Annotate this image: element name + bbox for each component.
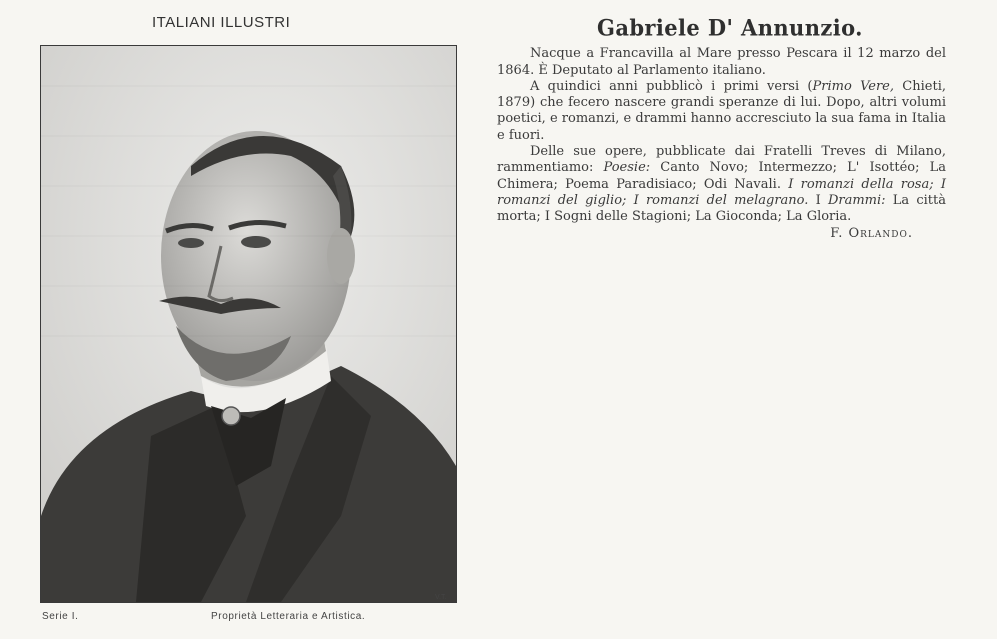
biography-paragraph-1: Nacque a Francavilla al Mare presso Pescara il 12 marzo del 1864. È Deputato al Parlamento italiano. [497, 46, 946, 78]
p2-text-2: Chieti, 1879) che fecero nascere grandi speranze di lui. Dopo, altri volumi poetici, e romanzi, e drammi hanno accresciuto la sua fama in Italia e fuori. [497, 78, 946, 143]
p2-work-title: Primo Vere, [812, 78, 894, 94]
author-signature: F. Orlando. [830, 225, 913, 241]
portrait-photo [40, 45, 457, 603]
biography-paragraph-3 [497, 144, 946, 225]
p3-poesie-list: Canto Novo; Intermezzo; L' Isottéo; La Chimera; Poema Paradisiaco; Odi Navali. [497, 160, 946, 192]
p3-romanzi: I romanzi della rosa; I romanzi del giglio; I romanzi del melagrano. [497, 176, 946, 208]
biography-paragraph-2 [497, 79, 946, 144]
biography [497, 14, 946, 242]
p3-drammi-list: La città morta; I Sogni delle Stagioni; La Gioconda; La Gloria. [497, 192, 946, 225]
p3-text-2: I [808, 192, 828, 208]
p3-drammi-label: Drammi: [827, 192, 886, 208]
p3-text-1: Delle sue opere, pubblicate dai Fratelli Treves di Milano, rammentiamo: [497, 144, 946, 176]
p2-text-1: A quindici anni pubblicò i primi versi ( [530, 78, 813, 94]
footer-series: Serie I. [42, 611, 79, 622]
series-title: ITALIANI ILLUSTRI [152, 14, 291, 31]
p3-poesie-label: Poesie: [603, 160, 651, 176]
portrait-illustration [41, 46, 456, 602]
biography-title: Gabriele D' Annunzio. [597, 14, 863, 41]
engraver-mark: V.T. [435, 594, 447, 601]
footer-rights: Proprietà Letteraria e Artistica. [211, 611, 366, 622]
